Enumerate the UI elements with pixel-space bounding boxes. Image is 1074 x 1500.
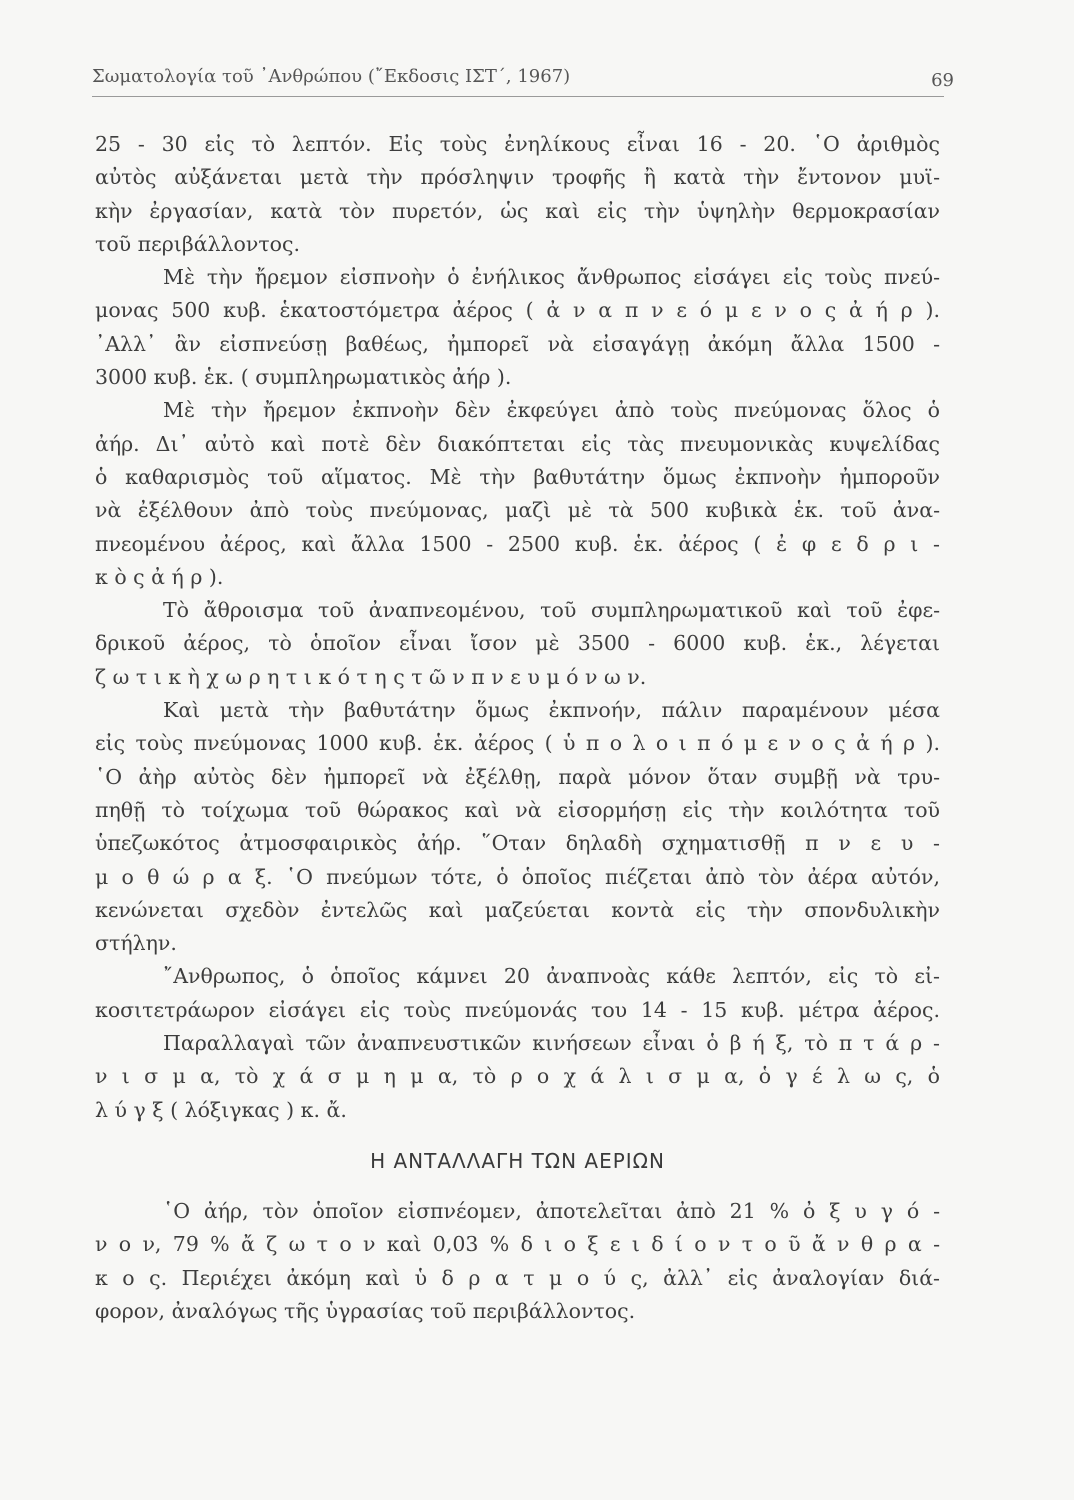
text-line: φορον, ἀναλόγως τῆς ὑγρασίας τοῦ περιβάλλοντος.: [95, 1298, 636, 1323]
text-line: στήλην.: [95, 931, 177, 956]
section-heading: Η ΑΝΤΑΛΛΑΓΗ ΤΩΝ ΑΕΡΙΩΝ: [370, 1148, 665, 1173]
text-line: κενώνεται σχεδὸν ἐντελῶς καὶ μαζεύεται κοντὰ εἰς τὴν σπονδυλικὴν: [95, 897, 940, 922]
text-line: κ ο ς. Περιέχει ἀκόμη καὶ ὑ δ ρ α τ μ ο ύ ς, ἀλλ᾽ εἰς ἀναλογίαν διά-: [95, 1265, 940, 1290]
text-line: νὰ ἐξέλθουν ἀπὸ τοὺς πνεύμονας, μαζὶ μὲ τὰ 500 κυβικὰ ἑκ. τοῦ ἀνα-: [95, 498, 940, 523]
text-line: Μὲ τὴν ἤρεμον ἐκπνοὴν δὲν ἐκφεύγει ἀπὸ τοὺς πνεύμονας ὅλος ὁ: [163, 398, 940, 423]
text-line: μονας 500 κυβ. ἑκατοστόμετρα ἀέρος ( ἀ ν α π ν ε ό μ ε ν ο ς ἀ ή ρ ).: [95, 298, 940, 323]
text-line: πηθῇ τὸ τοίχωμα τοῦ θώρακος καὶ νὰ εἰσορμήσῃ εἰς τὴν κοιλότητα τοῦ: [95, 797, 940, 822]
page-header: [92, 58, 954, 97]
text-line: πνεομένου ἀέρος, καὶ ἄλλα 1500 - 2500 κυβ. ἑκ. ἀέρος ( ἐ φ ε δ ρ ι -: [95, 531, 940, 556]
text-line: ῾Ο ἀὴρ αὐτὸς δὲν ἠμπορεῖ νὰ ἐξέλθῃ, παρὰ μόνον ὅταν συμβῇ νὰ τρυ-: [95, 764, 940, 789]
text-line: 25 - 30 εἰς τὸ λεπτόν. Εἰς τοὺς ἐνηλίκους εἶναι 16 - 20. ῾Ο ἀριθμὸς: [95, 132, 940, 156]
text-line: ν ο ν, 79 % ἄ ζ ω τ ο ν καὶ 0,03 % δ ι ο ξ ε ι δ ί ο ν τ ο ῦ ἄ ν θ ρ α -: [95, 1232, 940, 1257]
text-line: ῾Ο ἀήρ, τὸν ὁποῖον εἰσπνέομεν, ἀποτελεῖται ἀπὸ 21 % ὀ ξ υ γ ό -: [163, 1198, 940, 1223]
text-line: ν ι σ μ α, τὸ χ ά σ μ η μ α, τὸ ρ ο χ ά λ ι σ μ α, ὁ γ έ λ ω ς, ὁ: [95, 1064, 940, 1089]
text-line: Τὸ ἄθροισμα τοῦ ἀναπνεομένου, τοῦ συμπληρωματικοῦ καὶ τοῦ ἐφε-: [163, 598, 940, 623]
text-line: εἰς τοὺς πνεύμονας 1000 κυβ. ἑκ. ἀέρος ( ὑ π ο λ ο ι π ό μ ε ν ο ς ἀ ή ρ ).: [95, 731, 940, 756]
text-line: 3000 κυβ. ἑκ. ( συμπληρωματικὸς ἀήρ ).: [95, 365, 512, 390]
text-line: δρικοῦ ἀέρος, τὸ ὁποῖον εἶναι ἴσον μὲ 3500 - 6000 κυβ. ἑκ., λέγεται: [95, 631, 940, 656]
text-line: κὴν ἐργασίαν, κατὰ τὸν πυρετόν, ὡς καὶ εἰς τὴν ὑψηλὴν θερμοκρασίαν: [95, 198, 940, 223]
text-line: ᾽Αλλ᾽ ἂν εἰσπνεύσῃ βαθέως, ἠμπορεῖ νὰ εἰσαγάγῃ ἀκόμη ἄλλα 1500 -: [95, 331, 940, 356]
text-line: ὁ καθαρισμὸς τοῦ αἵματος. Μὲ τὴν βαθυτάτην ὅμως ἐκπνοὴν ἠμποροῦν: [95, 464, 940, 489]
text-line: ἀήρ. Δι᾽ αὐτὸ καὶ ποτὲ δὲν διακόπτεται εἰς τὰς πνευμονικὰς κυψελίδας: [95, 431, 940, 456]
text-line: τοῦ περιβάλλοντος.: [95, 231, 301, 256]
text-line: αὐτὸς αὐξάνεται μετὰ τὴν πρόσληψιν τροφῆς ἢ κατὰ τὴν ἔντονον μυϊ-: [95, 165, 940, 190]
text-line: λ ύ γ ξ ( λόξιγκας ) κ. ἄ.: [95, 1097, 347, 1122]
body-text: [95, 128, 940, 1328]
text-line: Μὲ τὴν ἤρεμον εἰσπνοὴν ὁ ἐνήλικος ἄνθρωπος εἰσάγει εἰς τοὺς πνεύ-: [163, 265, 940, 290]
text-line: Καὶ μετὰ τὴν βαθυτάτην ὅμως ἐκπνοήν, πάλιν παραμένουν μέσα: [163, 698, 940, 723]
text-line: μ ο θ ώ ρ α ξ. ῾Ο πνεύμων τότε, ὁ ὁποῖος πιέζεται ἀπὸ τὸν ἀέρα αὐτόν,: [95, 864, 940, 889]
text-line: κ ὸ ς ἀ ή ρ ).: [95, 564, 224, 589]
text-line: Παραλλαγαὶ τῶν ἀναπνευστικῶν κινήσεων εἶναι ὁ β ή ξ, τὸ π τ ά ρ -: [163, 1031, 940, 1056]
running-head: Σωματολογία τοῦ ᾽Ανθρώπου (῎Εκδοσις ΙΣΤ΄, 1967): [92, 66, 571, 87]
text-line: ῎Ανθρωπος, ὁ ὁποῖος κάμνει 20 ἀναπνοὰς κάθε λεπτόν, εἰς τὸ εἰ-: [163, 964, 940, 989]
text-line: κοσιτετράωρον εἰσάγει εἰς τοὺς πνεύμονάς του 14 - 15 κυβ. μέτρα ἀέρος.: [95, 997, 940, 1022]
text-line: ζ ω τ ι κ ὴ χ ω ρ η τ ι κ ό τ η ς τ ῶ ν π ν ε υ μ ό ν ω ν.: [95, 664, 647, 689]
text-line: ὑπεζωκότος ἀτμοσφαιρικὸς ἀήρ. ῞Οταν δηλαδὴ σχηματισθῇ π ν ε υ -: [95, 831, 940, 856]
page-number: 69: [931, 70, 954, 91]
